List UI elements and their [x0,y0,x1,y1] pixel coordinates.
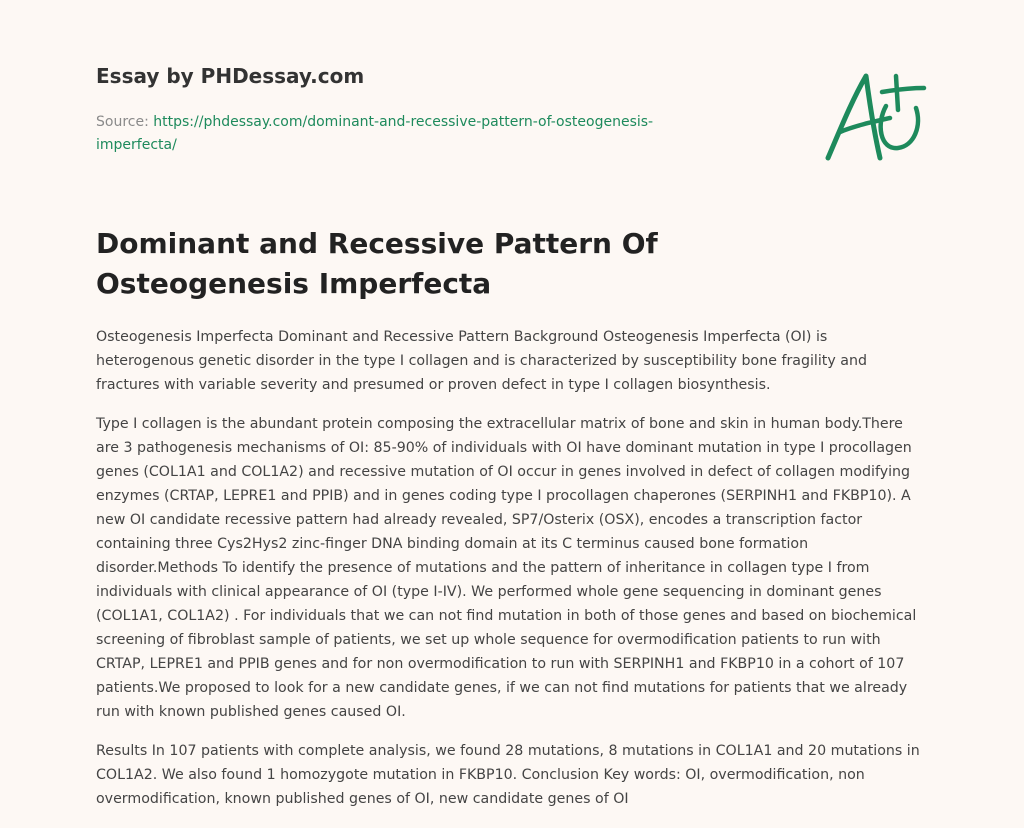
paragraph: Type I collagen is the abundant protein composing the extracellular matrix of bone and skin in human body.There are 3 pathogenesis mechanisms of OI: 85-90% of individuals with OI have dominant mutation in type I procollagen genes (COL1A1 and COL1A2) and recessive mutation of OI occur in genes involved in defect of collagen modifying enzymes (CRTAP, LEPRE1 and PPIB) and in genes coding type I procollagen chaperones (SERPINH1 and FKBP10). A new OI candidate recessive pattern had already revealed, SP7/Osterix (OSX), encodes a transcription factor containing three Cys2Hys2 zinc-finger DNA binding domain at its C terminus caused bone formation disorder.Methods To identify the presence of mutations and the pattern of inheritance in collagen type I from individuals with clinical appearance of OI (type I-IV). We performed whole gene sequencing in dominant genes (COL1A1, COL1A2) . For individuals that we can not find mutation in both of those genes and based on biochemical screening of fibroblast sample of patients, we set up whole sequence for overmodification patients to run with CRTAP, LEPRE1 and PPIB genes and for non overmodification to run with SERPINH1 and FKBP10 in a cohort of 107 patients.We proposed to look for a new candidate genes, if we can not find mutations for patients that we already run with known published genes caused OI. [96,416,917,720]
site-brand: Essay by PHDessay.com [96,64,365,88]
article-title: Dominant and Recessive Pattern Of Osteogenesis Imperfecta [96,227,658,300]
article-body [96,325,928,826]
source-link[interactable]: https://phdessay.com/dominant-and-recessive-pattern-of-osteogenesis-imperfecta/ [96,114,654,153]
source-line [96,111,716,157]
source-label: Source: [96,114,154,130]
a-plus-grade-icon [818,66,930,166]
paragraph: Results In 107 patients with complete analysis, we found 28 mutations, 8 mutations in COL1A1 and 20 mutations in COL1A2. We also found 1 homozygote mutation in FKBP10. Conclusion Key words: OI, overmodification, non overmodification, known published genes of OI, new candidate genes of OI [96,743,920,807]
paragraph: Osteogenesis Imperfecta Dominant and Recessive Pattern Background Osteogenesis Imperfecta (OI) is heterogenous genetic disorder in the type I collagen and is characterized by susceptibility bone fragility and fractures with variable severity and presumed or proven defect in type I collagen biosynthesis. [96,329,867,393]
